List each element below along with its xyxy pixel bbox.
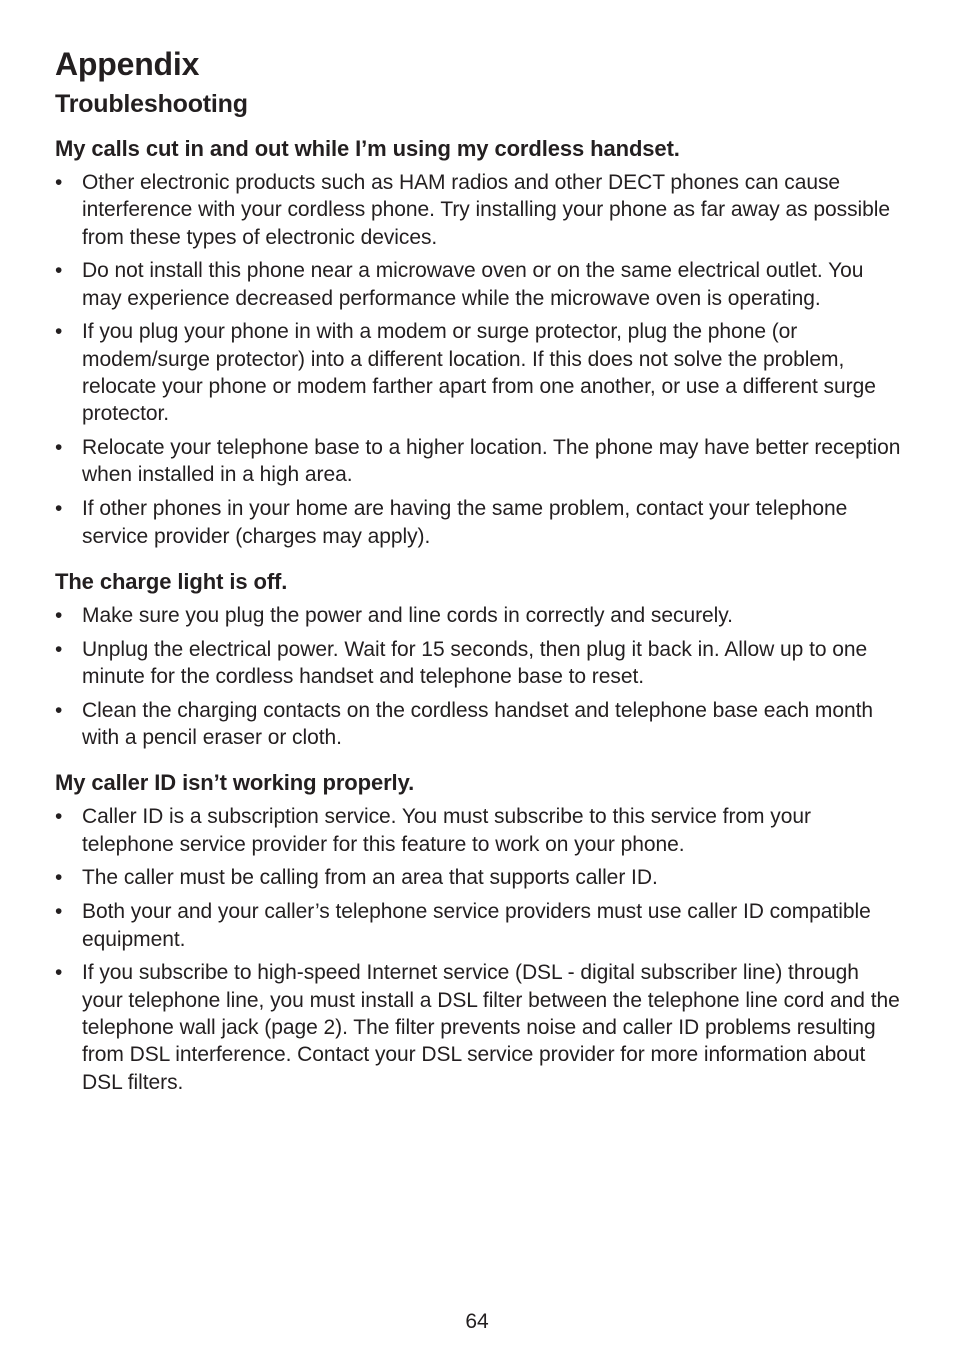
list-item	[55, 318, 905, 427]
bullet-glyph: •	[55, 637, 63, 661]
bullet-glyph: •	[55, 171, 63, 194]
list-item	[55, 434, 905, 489]
bullet-list	[55, 803, 905, 1095]
list-item-text: Do not install this phone near a microwave oven or on the same electrical outlet. You may experience decreased performance while the microwave oven is operating.	[82, 259, 864, 310]
list-item-text: Relocate your telephone base to a higher location. The phone may have better reception when installed in a high area.	[82, 436, 901, 487]
list-item-text: Unplug the electrical power. Wait for 15 seconds, then plug it back in. Allow up to one minute for the cordless handset and telephone base to reset.	[82, 637, 868, 688]
list-item-text: If you plug your phone in with a modem or surge protector, plug the phone (or modem/surge protector) into a different location. If this does not solve the problem, relocate your phone or modem farther apart from one another, or use a different surge protector.	[82, 320, 876, 426]
bullet-glyph: •	[55, 320, 63, 344]
bullet-glyph: •	[55, 961, 63, 985]
list-item	[55, 803, 905, 858]
document-page	[55, 44, 905, 1102]
bullet-glyph: •	[55, 259, 63, 283]
list-item-text: Both your and your caller’s telephone service providers must use caller ID compatible equipment.	[82, 900, 871, 951]
list-item-text: Caller ID is a subscription service. You must subscribe to this service from your telephone service provider for this feature to work on your phone.	[82, 805, 811, 856]
bullet-glyph: •	[55, 900, 63, 924]
bullet-glyph: •	[55, 603, 63, 627]
bullet-glyph: •	[55, 698, 63, 722]
bullet-glyph: •	[55, 436, 63, 460]
list-item-text: The caller must be calling from an area that supports caller ID.	[82, 866, 658, 890]
bullet-glyph: •	[55, 805, 63, 829]
bullet-glyph: •	[55, 497, 63, 521]
list-item-text: Clean the charging contacts on the cordless handset and telephone base each month with a pencil eraser or cloth.	[82, 698, 873, 750]
page-subtitle: Troubleshooting	[55, 90, 248, 118]
list-item	[55, 169, 905, 251]
page-title: Appendix	[55, 46, 200, 82]
section-heading: The charge light is off.	[55, 568, 288, 594]
list-item	[55, 636, 905, 691]
list-item	[55, 959, 905, 1095]
list-item	[55, 602, 905, 629]
list-item	[55, 898, 905, 953]
bullet-list	[55, 602, 905, 751]
list-item-text: If other phones in your home are having the same problem, contact your telephone service provider (charges may apply).	[82, 497, 848, 548]
list-item-text: Make sure you plug the power and line cords in correctly and securely.	[82, 603, 733, 627]
section-calls-cut	[55, 135, 905, 550]
page-number: 64	[465, 1310, 489, 1333]
list-item-text: Other electronic products such as HAM radios and other DECT phones can cause interference with your cordless phone. Try installing your phone as far away as possible from these types of electronic devices.	[82, 171, 891, 249]
section-charge-light	[55, 568, 905, 751]
bullet-list	[55, 169, 905, 550]
section-heading: My caller ID isn’t working properly.	[55, 770, 415, 796]
section-caller-id	[55, 769, 905, 1095]
bullet-glyph: •	[55, 866, 63, 890]
list-item-text: If you subscribe to high-speed Internet service (DSL - digital subscriber line) through your telephone line, you must install a DSL filter between the telephone line cord and the telephone wall jack (page 2). The filter prevents noise and caller ID problems resulting from DSL interference. Contact your DSL service provider for more information about DSL filters.	[82, 961, 900, 1094]
list-item	[55, 257, 905, 312]
section-heading: My calls cut in and out while I’m using my cordless handset.	[55, 136, 680, 161]
list-item	[55, 697, 905, 752]
list-item	[55, 864, 905, 891]
list-item	[55, 495, 905, 550]
